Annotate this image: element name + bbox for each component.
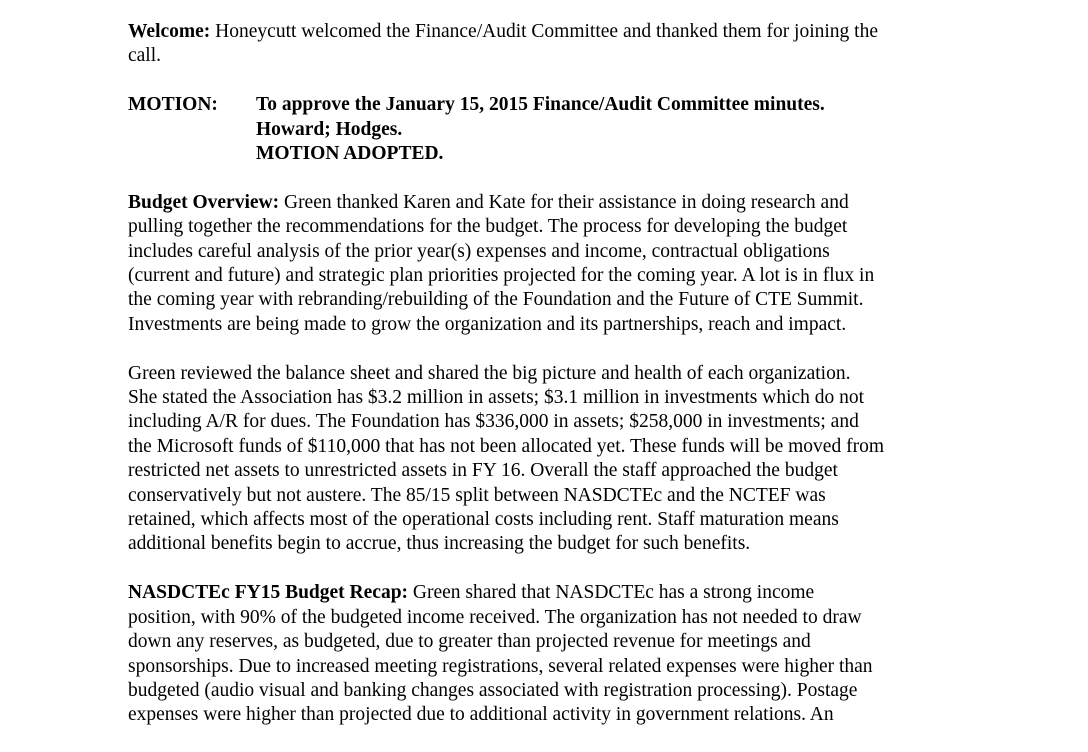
welcome-heading: Welcome: bbox=[128, 21, 211, 42]
budget-recap-line-6: expenses were higher than projected due to additional activity in government relations. An bbox=[128, 704, 834, 726]
budget-recap-line-4: sponsorships. Due to increased meeting registrations, several related expenses were higher than bbox=[128, 655, 873, 677]
budget-overview-line-3: includes careful analysis of the prior year(s) expenses and income, contractual obligations bbox=[128, 240, 830, 262]
budget-overview-line-6: Investments are being made to grow the organization and its partnerships, reach and impact. bbox=[128, 313, 847, 335]
motion-lines bbox=[256, 93, 968, 166]
motion-block bbox=[128, 93, 968, 166]
budget-recap-line-2: position, with 90% of the budgeted income received. The organization has not needed to draw bbox=[128, 606, 862, 628]
budget-overview-line-4: (current and future) and strategic plan priorities projected for the coming year. A lot is in flux in bbox=[128, 265, 875, 287]
budget-recap-heading: NASDCTEc FY15 Budget Recap: bbox=[128, 582, 409, 604]
balance-sheet-paragraph bbox=[128, 362, 968, 557]
welcome-line-2: call. bbox=[128, 45, 162, 67]
balance-sheet-line-7: retained, which affects most of the operational costs including rent. Staff maturation means bbox=[128, 509, 839, 531]
welcome-line-1 bbox=[128, 20, 968, 44]
budget-overview-line-2: pulling together the recommendations for the budget. The process for developing the budget bbox=[128, 216, 848, 238]
balance-sheet-line-6: conservatively but not austere. The 85/15 split between NASDCTEc and the NCTEF was bbox=[128, 484, 826, 506]
motion-line-2: Howard; Hodges. bbox=[256, 118, 403, 140]
budget-overview-text: Green thanked Karen and Kate for their assistance in doing research and bbox=[279, 191, 849, 213]
document-page bbox=[128, 20, 968, 752]
budget-overview-heading: Budget Overview: bbox=[128, 191, 280, 213]
budget-recap-text: Green shared that NASDCTEc has a strong income bbox=[408, 582, 815, 604]
budget-recap-line-5: budgeted (audio visual and banking changes associated with registration processing). Postage bbox=[128, 679, 858, 701]
balance-sheet-line-5: restricted net assets to unrestricted assets in FY 16. Overall the staff approached the budget bbox=[128, 460, 838, 482]
balance-sheet-line-1: Green reviewed the balance sheet and shared the big picture and health of each organization. bbox=[128, 362, 851, 384]
balance-sheet-line-8: additional benefits begin to accrue, thus increasing the budget for such benefits. bbox=[128, 533, 751, 555]
balance-sheet-line-4: the Microsoft funds of $110,000 that has not been allocated yet. These funds will be moved from bbox=[128, 435, 884, 457]
budget-overview-line-5: the coming year with rebranding/rebuilding of the Foundation and the Future of CTE Summit. bbox=[128, 289, 864, 311]
motion-line-3: MOTION ADOPTED. bbox=[256, 143, 444, 165]
budget-overview-paragraph bbox=[128, 191, 968, 337]
budget-recap-line-3: down any reserves, as budgeted, due to greater than projected revenue for meetings and bbox=[128, 631, 811, 653]
welcome-paragraph bbox=[128, 20, 968, 69]
balance-sheet-line-3: including A/R for dues. The Foundation has $336,000 in assets; $258,000 in investments; and bbox=[128, 411, 859, 433]
budget-recap-paragraph bbox=[128, 581, 968, 727]
motion-label: MOTION: bbox=[128, 94, 218, 116]
budget-recap-line-1 bbox=[128, 581, 968, 605]
balance-sheet-line-2: She stated the Association has $3.2 million in assets; $3.1 million in investments which do not bbox=[128, 387, 865, 409]
motion-line-1: To approve the January 15, 2015 Finance/Audit Committee minutes. bbox=[256, 94, 825, 116]
welcome-text: Honeycutt welcomed the Finance/Audit Committee and thanked them for joining the bbox=[210, 21, 879, 42]
budget-overview-line-1 bbox=[128, 191, 968, 215]
